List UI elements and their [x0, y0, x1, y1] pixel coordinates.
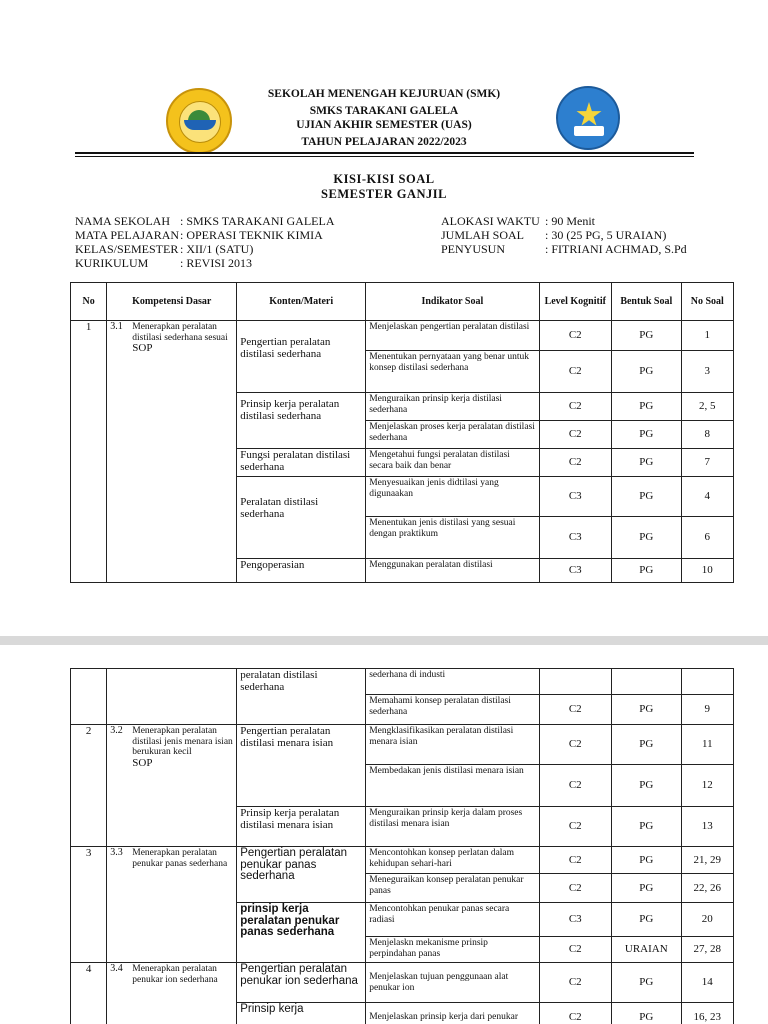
info-value: : 30 (25 PG, 5 URAIAN)	[545, 228, 667, 242]
info-value: : 90 Menit	[545, 214, 595, 228]
kompetensi-dasar-cell	[107, 847, 237, 963]
indikator-cell: Menjelaskn mekanisme prinsip perpindahan panas	[366, 937, 539, 963]
header-no-soal: No Soal	[681, 283, 733, 321]
level-cell: C2	[539, 351, 612, 393]
level-cell: C2	[539, 765, 612, 807]
bentuk-cell: PG	[612, 449, 682, 477]
kd-text: Menerapkan peralatan distilasi sederhana sesuai	[132, 322, 228, 343]
no-soal-cell: 3	[681, 351, 733, 393]
no-soal-cell: 1	[681, 321, 733, 351]
header-divider-thin	[75, 156, 694, 157]
row-number: 3	[71, 847, 107, 963]
konten-text: Prinsip kerja peralatan distilasi sederhana	[240, 398, 340, 422]
kd-text: Menerapkan peralatan distilasi jenis menara isian berukuran kecil	[132, 726, 233, 757]
konten-cell	[237, 963, 366, 1003]
info-value: : SMKS TARAKANI GALELA	[180, 214, 335, 228]
kd-number: 3.1	[110, 321, 123, 332]
no-soal-cell: 9	[681, 695, 733, 725]
konten-cell	[237, 725, 366, 807]
bentuk-cell: PG	[612, 1003, 682, 1024]
konten-cell	[237, 669, 366, 725]
level-cell: C2	[539, 393, 612, 421]
indikator-cell: Menguraikan prinsip kerja dalam proses distilasi menara isian	[366, 807, 539, 847]
konten-cell	[237, 477, 366, 559]
indikator-cell: Memahami konsep peralatan distilasi sederhana	[366, 695, 539, 725]
table-row	[71, 321, 734, 351]
indikator-cell: Mencontohkan konsep perlatan dalam kehidupan sehari-hari	[366, 847, 539, 874]
konten-text: Prinsip kerja	[240, 1003, 304, 1015]
info-label: JUMLAH SOAL	[441, 228, 525, 242]
indikator-cell: Menjelaskan pengertian peralatan distilasi	[366, 321, 539, 351]
indikator-cell: Menjelaskan prinsip kerja dari penukar	[366, 1003, 539, 1024]
level-cell: C3	[539, 517, 612, 559]
no-soal-cell: 4	[681, 477, 733, 517]
level-cell: C2	[539, 421, 612, 449]
no-soal-cell: 20	[681, 903, 733, 937]
no-soal-cell: 11	[681, 725, 733, 765]
header-level-kognitif: Level Kognitif	[539, 283, 612, 321]
konten-text: Prinsip kerja peralatan distilasi menara isian	[240, 807, 340, 831]
header-indikator-soal: Indikator Soal	[366, 283, 539, 321]
level-cell: C2	[539, 937, 612, 963]
konten-text: Pengertian peralatan distilasi sederhana	[240, 336, 331, 360]
konten-text: Peralatan distilasi sederhana	[240, 496, 319, 520]
bentuk-cell: PG	[612, 847, 682, 874]
indikator-cell: Menjelaskan proses kerja peralatan distilasi sederhana	[366, 421, 539, 449]
bentuk-cell: PG	[612, 807, 682, 847]
konten-text: Pengertian peralatan distilasi menara isian	[240, 725, 334, 749]
bentuk-cell: PG	[612, 963, 682, 1003]
table-row	[71, 725, 734, 765]
header-school-name: SMKS TARAKANI GALELA	[309, 105, 459, 117]
bentuk-cell: PG	[612, 477, 682, 517]
konten-text: Pengoperasian	[240, 559, 305, 571]
no-soal-cell: 6	[681, 517, 733, 559]
header-no: No	[71, 283, 107, 321]
level-cell: C2	[539, 725, 612, 765]
info-left-block	[75, 214, 355, 272]
no-soal-cell	[681, 669, 733, 695]
no-soal-cell: 12	[681, 765, 733, 807]
kd-number: 3.3	[110, 847, 123, 858]
no-soal-cell: 8	[681, 421, 733, 449]
kompetensi-dasar-cell	[107, 321, 237, 583]
indikator-cell: Membedakan jenis distilasi menara isian	[366, 765, 539, 807]
table-row	[71, 669, 734, 695]
kompetensi-dasar-cell	[107, 669, 237, 725]
level-cell	[539, 669, 612, 695]
konten-cell	[237, 847, 366, 903]
bentuk-cell: PG	[612, 725, 682, 765]
info-value: : OPERASI TEKNIK KIMIA	[180, 228, 323, 242]
level-cell: C3	[539, 903, 612, 937]
konten-cell	[237, 807, 366, 847]
level-cell: C2	[539, 695, 612, 725]
info-label: MATA PELAJARAN	[75, 228, 180, 242]
level-cell: C3	[539, 559, 612, 583]
indikator-cell: sederhana di industi	[366, 669, 539, 695]
header-bentuk-soal: Bentuk Soal	[612, 283, 682, 321]
info-label: NAMA SEKOLAH	[75, 214, 171, 228]
kompetensi-dasar-cell	[107, 963, 237, 1024]
bentuk-cell: PG	[612, 321, 682, 351]
no-soal-cell: 2, 5	[681, 393, 733, 421]
kompetensi-dasar-cell	[107, 725, 237, 847]
indikator-cell: Menyesuaikan jenis didtilasi yang digunaakan	[366, 477, 539, 517]
document-page-2	[0, 645, 768, 1024]
info-value: : FITRIANI ACHMAD, S.Pd	[545, 242, 687, 256]
konten-text: Pengertian peralatan penukar panas sederhana	[240, 847, 348, 882]
table-row	[71, 847, 734, 874]
kd-number: 3.4	[110, 963, 123, 974]
header-konten-materi: Konten/Materi	[237, 283, 366, 321]
no-soal-cell: 7	[681, 449, 733, 477]
header-kompetensi-dasar: Kompetensi Dasar	[107, 283, 237, 321]
konten-cell	[237, 321, 366, 393]
indikator-cell: Menggunakan peralatan distilasi	[366, 559, 539, 583]
indikator-cell: Meneguraikan konsep peralatan penukar panas	[366, 874, 539, 903]
info-label: ALOKASI WAKTU	[441, 214, 540, 228]
no-soal-cell: 14	[681, 963, 733, 1003]
kd-number: 3.2	[110, 725, 123, 736]
no-soal-cell: 13	[681, 807, 733, 847]
indikator-cell: Mengklasifikasikan peralatan distilasi menara isian	[366, 725, 539, 765]
bentuk-cell: PG	[612, 695, 682, 725]
bentuk-cell: PG	[612, 559, 682, 583]
bentuk-cell: PG	[612, 393, 682, 421]
indikator-cell: Menjelaskan tujuan penggunaan alat penukar ion	[366, 963, 539, 1003]
level-cell: C2	[539, 1003, 612, 1024]
level-cell: C2	[539, 321, 612, 351]
no-soal-cell: 22, 26	[681, 874, 733, 903]
bentuk-cell: PG	[612, 903, 682, 937]
info-label: KELAS/SEMESTER	[75, 242, 179, 256]
no-soal-cell: 27, 28	[681, 937, 733, 963]
row-number: 2	[71, 725, 107, 847]
header-school-type: SEKOLAH MENENGAH KEJURUAN (SMK)	[267, 88, 501, 100]
konten-text: Fungsi peralatan distilasi sederhana	[240, 449, 351, 473]
bentuk-cell: PG	[612, 351, 682, 393]
info-label: KURIKULUM	[75, 256, 149, 270]
bentuk-cell: PG	[612, 874, 682, 903]
konten-text: peralatan distilasi sederhana	[240, 669, 318, 693]
header-exam-name: UJIAN AKHIR SEMESTER (UAS)	[296, 119, 472, 131]
konten-cell	[237, 903, 366, 963]
indikator-cell: Menentukan jenis distilasi yang sesuai dengan praktikum	[366, 517, 539, 559]
row-number	[71, 669, 107, 725]
no-soal-cell: 10	[681, 559, 733, 583]
level-cell: C2	[539, 449, 612, 477]
table-row	[71, 963, 734, 1003]
indikator-cell: Mencontohkan penukar panas secara radiasi	[366, 903, 539, 937]
konten-cell	[237, 393, 366, 449]
document-title: KISI-KISI SOAL	[333, 172, 435, 186]
no-soal-cell: 21, 29	[681, 847, 733, 874]
bentuk-cell: PG	[612, 421, 682, 449]
konten-text: Pengertian peralatan penukar ion sederhana	[240, 963, 358, 987]
info-value: : REVISI 2013	[180, 256, 252, 270]
indikator-cell: Menguraikan prinsip kerja distilasi sederhana	[366, 393, 539, 421]
header-divider	[75, 152, 694, 154]
bentuk-cell: PG	[612, 517, 682, 559]
kd-text: Menerapkan peralatan penukar panas sederhana	[132, 848, 228, 869]
konten-text: prinsip kerja peralatan penukar panas sederhana	[240, 903, 340, 938]
kd-sop: SOP	[132, 756, 153, 769]
table-header-row	[71, 283, 734, 321]
bentuk-cell: PG	[612, 765, 682, 807]
row-number: 1	[71, 321, 107, 583]
konten-cell	[237, 449, 366, 477]
bentuk-cell	[612, 669, 682, 695]
level-cell: C2	[539, 847, 612, 874]
bentuk-cell: URAIAN	[612, 937, 682, 963]
level-cell: C2	[539, 963, 612, 1003]
indikator-cell: Mengetahui fungsi peralatan distilasi secara baik dan benar	[366, 449, 539, 477]
document-subtitle: SEMESTER GANJIL	[321, 187, 447, 201]
info-right-block	[441, 214, 701, 258]
konten-cell	[237, 559, 366, 583]
konten-cell	[237, 1003, 366, 1024]
kisi-kisi-table-page-2	[70, 668, 734, 1024]
kd-sop: SOP	[132, 342, 153, 354]
info-label: PENYUSUN	[441, 242, 506, 256]
indikator-cell: Menentukan pernyataan yang benar untuk konsep distilasi sederhana	[366, 351, 539, 393]
kisi-kisi-table-page-1	[70, 282, 734, 583]
level-cell: C3	[539, 477, 612, 517]
row-number: 4	[71, 963, 107, 1024]
level-cell: C2	[539, 807, 612, 847]
kd-text: Menerapkan peralatan penukar ion sederhana	[132, 964, 218, 985]
header-school-year: TAHUN PELAJARAN 2022/2023	[301, 136, 467, 148]
page-separator	[0, 636, 768, 645]
level-cell: C2	[539, 874, 612, 903]
no-soal-cell: 16, 23	[681, 1003, 733, 1024]
info-value: : XII/1 (SATU)	[180, 242, 254, 256]
